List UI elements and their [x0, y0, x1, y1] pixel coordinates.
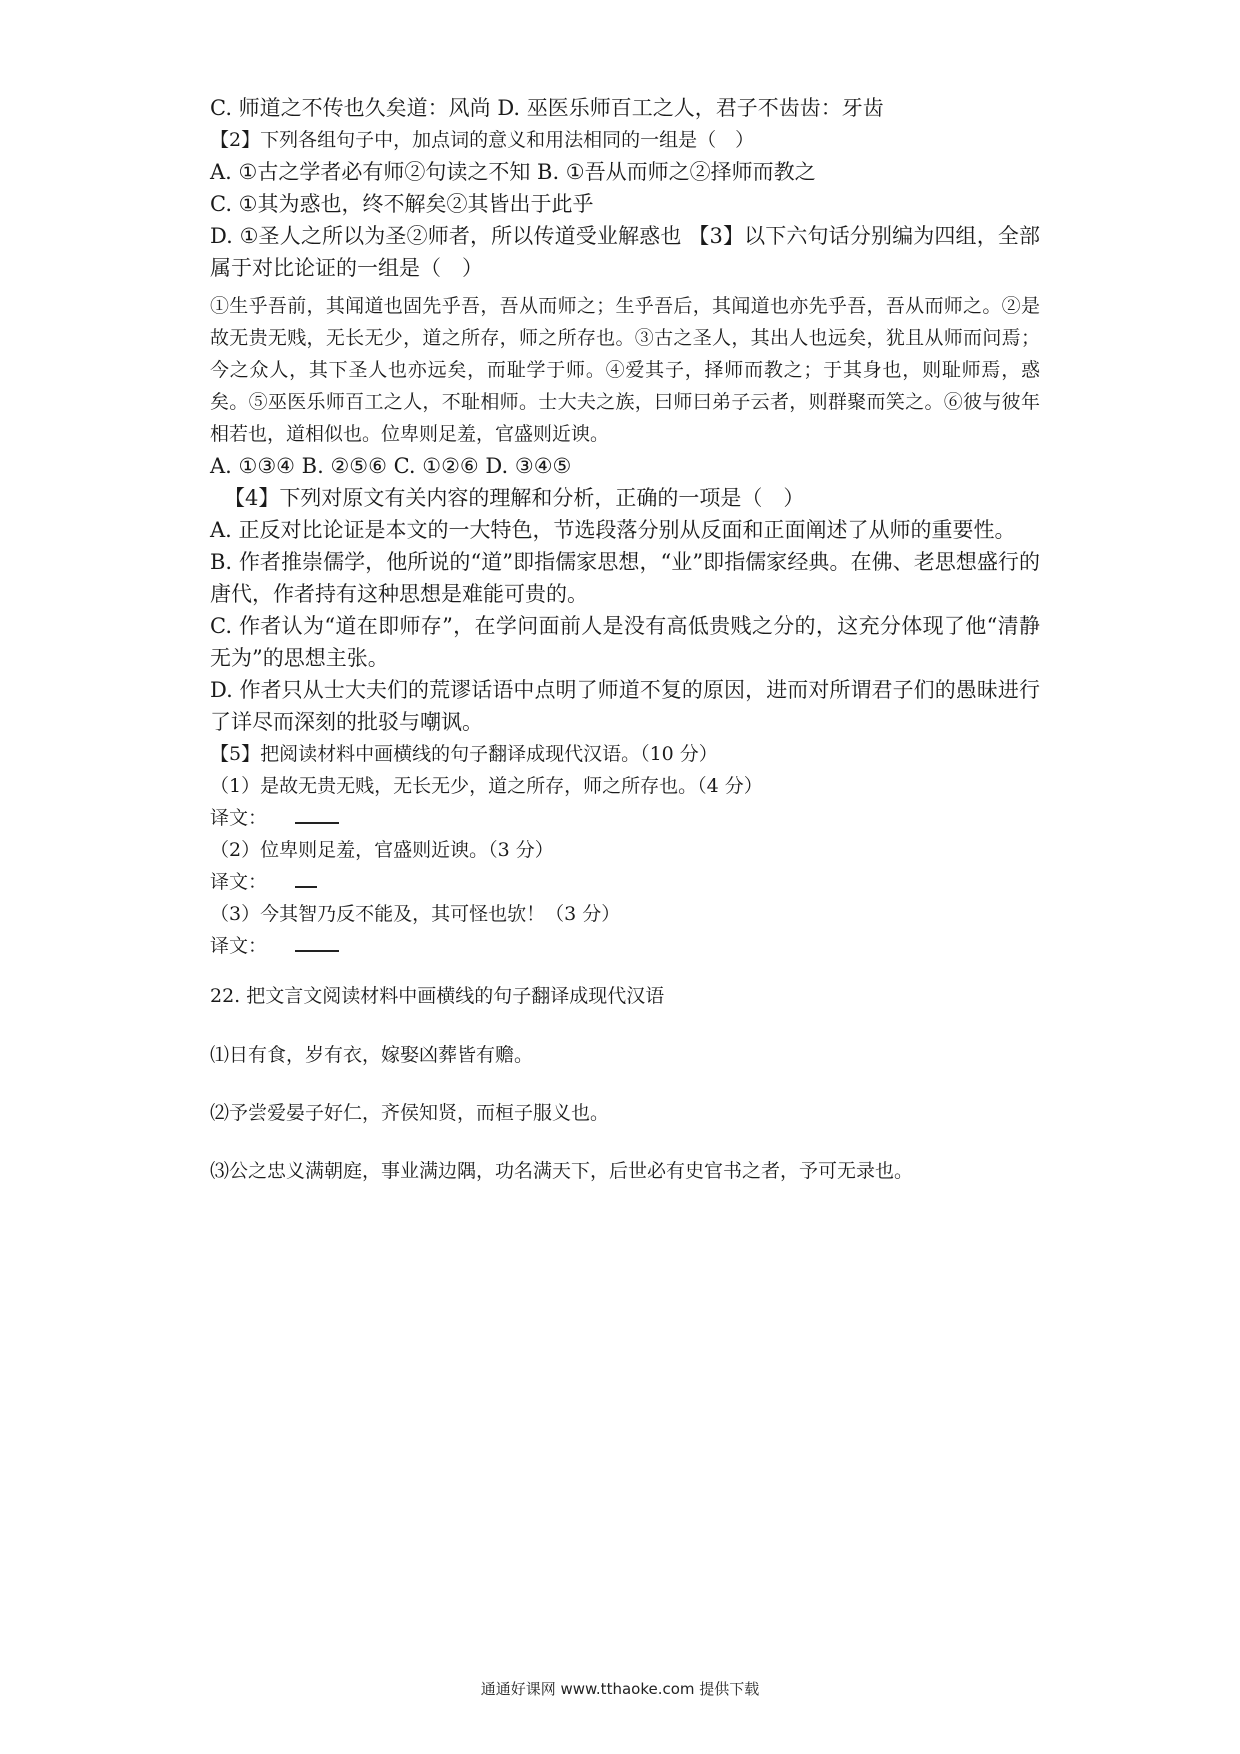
q4-stem: 【4】下列对原文有关内容的理解和分析，正确的一项是（ ）	[224, 486, 805, 510]
translation-label: 译文：	[210, 871, 268, 893]
q4-option-a: A. 正反对比论证是本文的一大特色，节选段落分别从反面和正面阐述了从师的重要性。	[210, 518, 1016, 542]
q5-stem: 【5】把阅读材料中画横线的句子翻译成现代汉语。（10 分）	[210, 743, 718, 765]
q4-option-c: C. 作者认为“道在即师存”，在学问面前人是没有高低贵贱之分的，这充分体现了他“清静无为”的思想主张。	[210, 614, 1040, 670]
answer-blank[interactable]	[295, 802, 339, 824]
q5-answer-2	[210, 866, 1040, 898]
document-body	[210, 92, 1040, 1186]
q22-item-2: ⑵予尝爱晏子好仁，齐侯知贤，而桓子服义也。	[210, 1102, 610, 1124]
q4-option-d: D. 作者只从士大夫们的荒谬话语中点明了师道不复的原因，进而对所谓君子们的愚昧进行了详尽而深刻的批驳与嘲讽。	[210, 678, 1040, 734]
translation-label: 译文：	[210, 807, 268, 829]
q5-item-2: （2）位卑则足羞，官盛则近谀。（3 分）	[210, 839, 554, 861]
q2-option-c: C. ①其为惑也，终不解矣②其皆出于此乎	[210, 192, 594, 216]
page-footer: 通通好课网 www.tthaoke.com 提供下载	[480, 1680, 760, 1698]
q22-item-1: ⑴日有食，岁有衣，嫁娶凶葬皆有赡。	[210, 1044, 534, 1066]
q22-stem: 22. 把文言文阅读材料中画横线的句子翻译成现代汉语	[210, 985, 665, 1007]
q5-answer-1	[210, 802, 1040, 834]
q5-answer-3	[210, 930, 1040, 962]
q22-item-3: ⑶公之忠义满朝庭，事业满边隅，功名满天下，后世必有史官书之者，予可无录也。	[210, 1160, 914, 1182]
q5-item-1: （1）是故无贵无贱，无长无少，道之所存，师之所存也。（4 分）	[210, 775, 763, 797]
q3-options: A. ①③④ B. ②⑤⑥ C. ①②⑥ D. ③④⑤	[210, 454, 572, 478]
q2-options-ab: A. ①古之学者必有师②句读之不知 B. ①吾从而师之②择师而教之	[210, 160, 816, 184]
q5-item-3: （3）今其智乃反不能及，其可怪也欤！（3 分）	[210, 903, 621, 925]
q2-stem: 【2】下列各组句子中，加点词的意义和用法相同的一组是（ ）	[210, 129, 755, 151]
translation-label: 译文：	[210, 935, 268, 957]
answer-blank[interactable]	[295, 866, 317, 888]
q4-option-b: B. 作者推崇儒学，他所说的“道”即指儒家思想，“业”即指儒家经典。在佛、老思想盛行的唐代，作者持有这种思想是难能可贵的。	[210, 550, 1040, 606]
answer-blank[interactable]	[295, 930, 339, 952]
q2-option-d-and-q3-stem: D. ①圣人之所以为圣②师者，所以传道受业解惑也 【3】以下六句话分别编为四组，全部属于对比论证的一组是（ ）	[210, 224, 1040, 280]
question-22	[210, 980, 1040, 1186]
q1-options-line: C. 师道之不传也久矣道：风尚 D. 巫医乐师百工之人，君子不齿齿：牙齿	[210, 96, 884, 120]
q3-passage: ①生乎吾前，其闻道也固先乎吾，吾从而师之；生乎吾后，其闻道也亦先乎吾，吾从而师之。②是故无贵无贱，无长无少，道之所存，师之所存也。③古之圣人，其出人也远矣，犹且从师而问焉；今之众人，其下圣人也亦远矣，而耻学于师。④爱其子，择师而教之；于其身也，则耻师焉，惑矣。⑤巫医乐师百工之人，不耻相师。士大夫之族，曰师曰弟子云者，则群聚而笑之。⑥彼与彼年相若也，道相似也。位卑则足羞，官盛则近谀。	[210, 295, 1040, 445]
